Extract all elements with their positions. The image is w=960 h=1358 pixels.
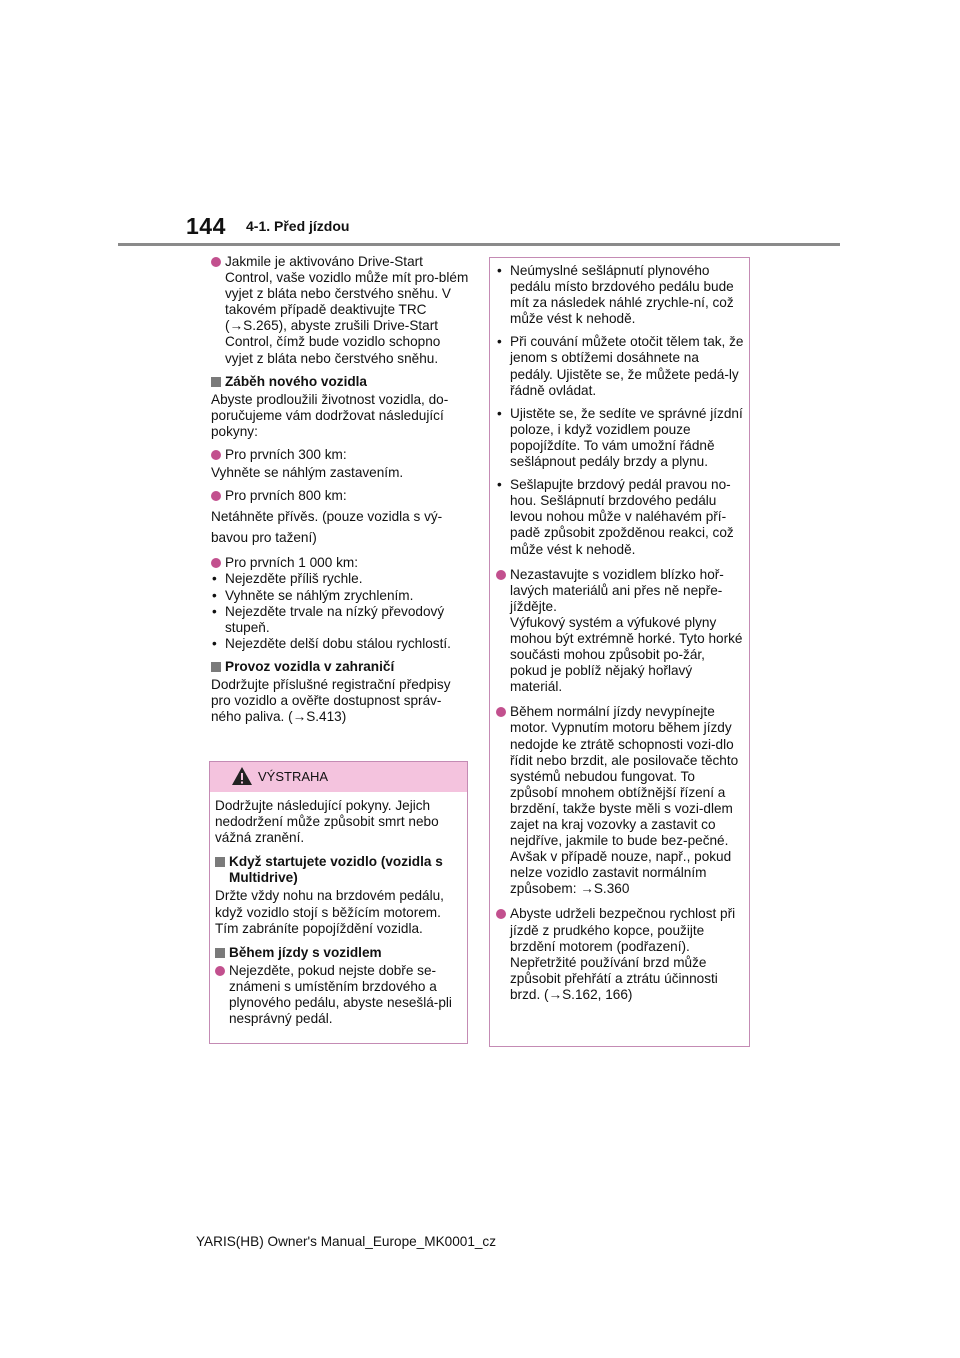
heading-break-in: Záběh nového vozidla — [211, 374, 469, 390]
warning-header — [210, 762, 467, 792]
warning-intro: Dodržujte následující pokyny. Jejich nedodržení může způsobit smrt nebo vážná zranění. — [215, 798, 439, 846]
km1000-item: • Nejezděte trvale na nízký převodový stupeň. — [211, 604, 469, 636]
warning-triangle-icon — [231, 766, 253, 791]
warning-continuation-box — [489, 257, 750, 1047]
hot-materials-extra: Výfukový systém a výfukové plyny mohou být extrémně horké. Tyto horké součásti mohou způsobit po-žár, pokud je poblíž nějaký hořlavý materiál. — [510, 614, 743, 695]
km800-text: Netáhněte přívěs. (pouze vozidla s vý-bavou pro tažení) — [211, 509, 443, 546]
start-text: Držte vždy nohu na brzdovém pedálu, když vozidlo stojí s běžícím motorem. Tím zabráníte popojíždění vozidla. — [215, 888, 444, 936]
dash-item: • Sešlapujte brzdový pedál pravou no-hou. Sešlápnutí brzdového pedálu levou nohou může v naléhavém pří-padě způsobit zpožděnou reakci, což může vést k nehodě. — [496, 477, 744, 557]
dash-item: • Ujistěte se, že sedíte ve správné jízdní poloze, i když vozidlem pouze popojíždíte. To vám umožní řádně sešlápnout pedály brzdy a plynu. — [496, 406, 744, 470]
heading-driving: Během jízdy s vozidlem — [215, 945, 461, 961]
hot-materials-text: Nezastavujte s vozidlem blízko hoř-lavých materiálů ani přes ně nepře-jíždějte. — [510, 566, 724, 614]
section-title: 4-1. Před jízdou — [246, 218, 350, 234]
break-in-intro: Abyste prodloužili životnost vozidla, do-poručujeme vám dodržovat následující pokyny: — [211, 391, 449, 439]
km1000-item: • Vyhněte se náhlým zrychlením. — [211, 588, 469, 604]
km1000-item: • Nejezděte příliš rychle. — [211, 571, 469, 587]
bullet-downhill: Abyste udrželi bezpečnou rychlost při jízdě z prudkého kopce, použijte brzdění motorem (podřazení). Nepřetržité používání brzd může způsobit přehřátí a ztrátu účinnosti brzd. (→S.162, 166) — [496, 906, 744, 1003]
header-rule — [118, 243, 840, 246]
dash-item: • Při couvání můžete otočit tělem tak, že jenom s obtížemi dosáhnete na pedály. Ujistěte se, že můžete pedá-ly řádně ovládat. — [496, 334, 744, 398]
bullet-pedals: Nejezděte, pokud nejste dobře se-známeni s umístěním brzdového a plynového pedálu, abyste nesešlá-pli nesprávný pedál. — [215, 963, 461, 1027]
bullet-km800: Pro prvních 800 km: — [211, 488, 469, 504]
left-column — [211, 254, 469, 732]
bullet-drive-start: Jakmile je aktivováno Drive-Start Control, vaše vozidlo může mít pro-blém vyjet z bláta nebo čerstvého sněhu. V takovém případě deaktivujte TRC (→S.265), abyste zrušili Drive-Start Control, čímž bude vozidlo schopno vyjet z bláta nebo čerstvého sněhu. — [211, 254, 469, 367]
heading-abroad: Provoz vozidla v zahraničí — [211, 659, 469, 675]
km300-text: Vyhněte se náhlým zastavením. — [211, 465, 404, 481]
bullet-km1000: Pro prvních 1 000 km: — [211, 555, 469, 571]
footer-text: YARIS(HB) Owner's Manual_Europe_MK0001_cz — [196, 1234, 497, 1249]
engine-off-extra: Avšak v případě nouze, např., pokud nelze vozidlo zastavit normálním způsobem: →S.360 — [510, 849, 732, 897]
bullet-engine-off — [496, 704, 744, 897]
km1000-item: • Nejezděte delší dobu stálou rychlostí. — [211, 636, 469, 652]
warning-box — [209, 761, 468, 1044]
warning-body — [210, 792, 467, 1027]
bullet-km300: Pro prvních 300 km: — [211, 447, 469, 463]
engine-off-text: Během normální jízdy nevypínejte motor. Vypnutím motoru během jízdy nedojde ke ztrátě schopnosti vozi-dlo řídit nebo brzdit, ale posilovače těchto systémů nebudou fungovat. To způsobí mnohem obtížnější řízení a brzdění, takže byste měli s vozi-dlem zajet na kraj vozovky a zastavit co nejdříve, jakmile to bude bez-pečné. — [510, 704, 739, 849]
page-number: 144 — [186, 213, 226, 239]
abroad-text: Dodržujte příslušné registrační předpisy pro vozidlo a ověřte dostupnost správ-ného paliva. (→S.413) — [211, 676, 451, 725]
warning-title: VÝSTRAHA — [258, 769, 329, 784]
heading-start: Když startujete vozidlo (vozidla s Multidrive) — [215, 854, 461, 886]
dash-item: • Neúmyslné sešlápnutí plynového pedálu místo brzdového pedálu bude mít za následek náhlé zrychle-ní, což může vést k nehodě. — [496, 263, 744, 327]
bullet-hot-materials — [496, 567, 744, 696]
